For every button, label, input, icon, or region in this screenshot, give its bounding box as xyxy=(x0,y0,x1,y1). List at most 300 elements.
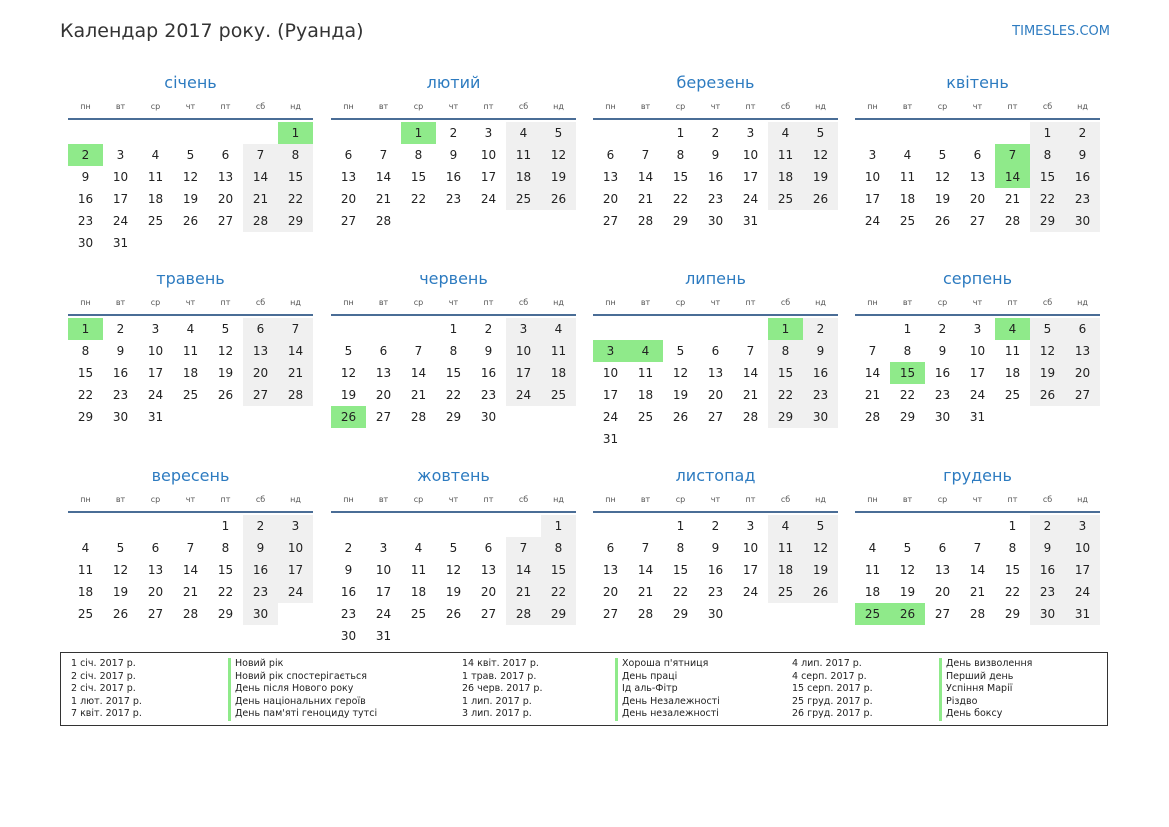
day-grid xyxy=(855,515,1100,625)
weekday-label: вт xyxy=(640,102,651,111)
weekday-header xyxy=(855,100,1100,120)
day-cell: 19 xyxy=(803,559,838,581)
weekday-label: сб xyxy=(1042,298,1053,307)
day-cell: 16 xyxy=(1065,166,1100,188)
day-cell: 9 xyxy=(449,148,458,162)
day-cell: 18 xyxy=(864,585,881,599)
day-cell: 6 xyxy=(606,148,615,162)
day-cell: 5 xyxy=(449,541,458,555)
weekday-label: пн xyxy=(343,495,354,504)
day-cell: 27 xyxy=(707,410,724,424)
day-cell: 6 xyxy=(221,148,230,162)
day-cell: 7 xyxy=(973,541,982,555)
legend-holiday-name: Хороша п'ятниця xyxy=(615,658,720,671)
day-cell: 5 xyxy=(344,344,353,358)
day-cell: 4 xyxy=(414,541,423,555)
day-cell: 1 xyxy=(541,515,576,537)
day-cell: 27 xyxy=(1065,384,1100,406)
day-grid xyxy=(68,318,313,428)
day-cell: 1 xyxy=(903,322,912,336)
day-cell: 30 xyxy=(707,214,724,228)
day-cell: 28 xyxy=(637,214,654,228)
day-cell: 19 xyxy=(541,166,576,188)
day-cell: 6 xyxy=(484,541,493,555)
day-cell: 23 xyxy=(934,388,951,402)
day-cell: 25 xyxy=(506,188,541,210)
legend-holiday-name: Успіння Марії xyxy=(939,683,1032,696)
day-cell: 11 xyxy=(1004,344,1021,358)
day-cell: 3 xyxy=(278,515,313,537)
month-name: грудень xyxy=(943,466,1012,485)
legend-date: 1 трав. 2017 р. xyxy=(462,670,537,682)
day-cell: 22 xyxy=(445,388,462,402)
day-cell: 27 xyxy=(340,214,357,228)
empty-cell xyxy=(593,318,628,340)
legend-holiday-name: День визволення xyxy=(939,658,1032,671)
day-cell: 7 xyxy=(746,344,755,358)
weekday-label: ср xyxy=(150,102,161,111)
weekday-label: вт xyxy=(378,102,389,111)
day-cell: 15 xyxy=(278,166,313,188)
holiday-day: 1 xyxy=(401,122,436,144)
empty-cell xyxy=(855,318,890,340)
day-cell: 12 xyxy=(541,144,576,166)
day-cell: 7 xyxy=(641,541,650,555)
day-cell: 23 xyxy=(1030,581,1065,603)
day-cell: 21 xyxy=(637,192,654,206)
day-cell: 13 xyxy=(934,563,951,577)
day-cell: 6 xyxy=(1065,318,1100,340)
empty-cell xyxy=(401,515,436,537)
empty-cell xyxy=(103,122,138,144)
legend-dates-col xyxy=(462,658,542,721)
day-cell: 7 xyxy=(868,344,877,358)
day-cell: 20 xyxy=(147,585,164,599)
holiday-day: 26 xyxy=(331,406,366,428)
day-cell: 10 xyxy=(1065,537,1100,559)
day-cell: 11 xyxy=(637,366,654,380)
day-cell: 24 xyxy=(278,581,313,603)
day-cell: 10 xyxy=(147,344,164,358)
day-cell: 8 xyxy=(768,340,803,362)
day-cell: 17 xyxy=(278,559,313,581)
weekday-header xyxy=(855,493,1100,513)
day-cell: 18 xyxy=(410,585,427,599)
empty-cell xyxy=(68,122,103,144)
day-cell: 3 xyxy=(506,318,541,340)
empty-cell xyxy=(663,318,698,340)
month-name: квітень xyxy=(946,73,1009,92)
site-link[interactable]: TIMESLES.COM xyxy=(1012,24,1110,39)
day-cell: 6 xyxy=(344,148,353,162)
legend-date: 7 квіт. 2017 р. xyxy=(71,708,142,720)
day-cell: 29 xyxy=(278,210,313,232)
month-name: січень xyxy=(164,73,217,92)
day-cell: 2 xyxy=(1030,515,1065,537)
legend-holiday-name: День пам'яті геноциду тутсі xyxy=(228,708,377,721)
day-cell: 13 xyxy=(602,563,619,577)
day-cell: 4 xyxy=(81,541,90,555)
day-cell: 19 xyxy=(182,192,199,206)
empty-cell xyxy=(628,318,663,340)
month-name: жовтень xyxy=(417,466,490,485)
day-cell: 12 xyxy=(899,563,916,577)
day-cell: 29 xyxy=(541,603,576,625)
day-cell: 11 xyxy=(506,144,541,166)
holiday-day: 26 xyxy=(890,603,925,625)
day-grid xyxy=(68,515,313,625)
day-cell: 18 xyxy=(768,559,803,581)
weekday-label: чт xyxy=(710,102,721,111)
day-cell: 2 xyxy=(449,126,458,140)
weekday-header xyxy=(855,296,1100,316)
day-cell: 9 xyxy=(711,541,720,555)
weekday-label: пн xyxy=(605,102,616,111)
day-cell: 19 xyxy=(112,585,129,599)
day-cell: 22 xyxy=(410,192,427,206)
day-cell: 13 xyxy=(602,170,619,184)
day-cell: 19 xyxy=(672,388,689,402)
day-cell: 4 xyxy=(506,122,541,144)
weekday-label: пт xyxy=(220,495,231,504)
day-cell: 20 xyxy=(217,192,234,206)
day-cell: 17 xyxy=(742,170,759,184)
weekday-label: пн xyxy=(605,495,616,504)
day-cell: 21 xyxy=(742,388,759,402)
day-cell: 4 xyxy=(768,122,803,144)
empty-cell xyxy=(103,515,138,537)
day-cell: 23 xyxy=(803,384,838,406)
weekday-label: пт xyxy=(745,298,756,307)
day-cell: 22 xyxy=(217,585,234,599)
empty-cell xyxy=(628,122,663,144)
day-cell: 9 xyxy=(1065,144,1100,166)
day-cell: 25 xyxy=(77,607,94,621)
weekday-label: чт xyxy=(972,102,983,111)
day-cell: 31 xyxy=(1065,603,1100,625)
day-cell: 23 xyxy=(243,581,278,603)
empty-cell xyxy=(506,515,541,537)
day-cell: 2 xyxy=(484,322,493,336)
day-cell: 1 xyxy=(449,322,458,336)
day-cell: 22 xyxy=(899,388,916,402)
day-grid xyxy=(855,122,1100,232)
day-cell: 5 xyxy=(803,122,838,144)
day-cell: 9 xyxy=(243,537,278,559)
legend-names-col xyxy=(228,658,377,721)
month-7 xyxy=(593,268,838,450)
day-cell: 26 xyxy=(934,214,951,228)
day-cell: 10 xyxy=(969,344,986,358)
day-cell: 1 xyxy=(221,519,230,533)
weekday-label: вт xyxy=(115,102,126,111)
legend-dates-col xyxy=(792,658,873,721)
day-cell: 13 xyxy=(1065,340,1100,362)
weekday-label: нд xyxy=(815,495,826,504)
day-cell: 24 xyxy=(742,585,759,599)
day-cell: 19 xyxy=(340,388,357,402)
day-cell: 16 xyxy=(803,362,838,384)
day-cell: 11 xyxy=(541,340,576,362)
day-cell: 28 xyxy=(1004,214,1021,228)
day-cell: 25 xyxy=(768,188,803,210)
day-cell: 29 xyxy=(1030,210,1065,232)
weekday-label: сб xyxy=(518,102,529,111)
day-cell: 20 xyxy=(480,585,497,599)
day-cell: 17 xyxy=(375,585,392,599)
empty-cell xyxy=(208,122,243,144)
day-cell: 31 xyxy=(147,410,164,424)
day-cell: 1 xyxy=(1008,519,1017,533)
day-cell: 23 xyxy=(480,388,497,402)
weekday-label: чт xyxy=(185,495,196,504)
day-cell: 4 xyxy=(903,148,912,162)
month-12 xyxy=(855,465,1100,625)
legend-date: 1 лип. 2017 р. xyxy=(462,695,532,707)
day-cell: 25 xyxy=(541,384,576,406)
day-cell: 9 xyxy=(81,170,90,184)
day-cell: 3 xyxy=(746,126,755,140)
legend-date: 15 серп. 2017 р. xyxy=(792,683,873,695)
day-cell: 19 xyxy=(217,366,234,380)
day-cell: 6 xyxy=(606,541,615,555)
day-cell: 21 xyxy=(864,388,881,402)
month-5 xyxy=(68,268,313,428)
day-cell: 11 xyxy=(147,170,164,184)
legend-date: 1 січ. 2017 р. xyxy=(71,658,136,669)
empty-cell xyxy=(593,122,628,144)
day-cell: 25 xyxy=(637,410,654,424)
day-cell: 2 xyxy=(711,519,720,533)
day-cell: 5 xyxy=(903,541,912,555)
day-cell: 21 xyxy=(375,192,392,206)
legend-date: 3 лип. 2017 р. xyxy=(462,708,532,720)
weekday-label: нд xyxy=(1077,495,1088,504)
empty-cell xyxy=(960,122,995,144)
day-cell: 10 xyxy=(480,148,497,162)
day-cell: 15 xyxy=(410,170,427,184)
day-cell: 8 xyxy=(1008,541,1017,555)
day-cell: 17 xyxy=(864,192,881,206)
weekday-label: ср xyxy=(937,495,948,504)
day-cell: 23 xyxy=(1065,188,1100,210)
day-cell: 15 xyxy=(77,366,94,380)
weekday-label: нд xyxy=(815,298,826,307)
day-cell: 11 xyxy=(768,144,803,166)
day-cell: 10 xyxy=(278,537,313,559)
day-cell: 28 xyxy=(637,607,654,621)
day-cell: 16 xyxy=(340,585,357,599)
day-cell: 3 xyxy=(379,541,388,555)
day-cell: 7 xyxy=(379,148,388,162)
weekday-label: нд xyxy=(290,102,301,111)
weekday-label: чт xyxy=(448,298,459,307)
day-cell: 17 xyxy=(1065,559,1100,581)
holiday-day: 4 xyxy=(628,340,663,362)
holiday-day: 3 xyxy=(593,340,628,362)
day-cell: 12 xyxy=(803,537,838,559)
weekday-label: ср xyxy=(937,102,948,111)
empty-cell xyxy=(366,515,401,537)
month-name: серпень xyxy=(943,269,1012,288)
day-cell: 14 xyxy=(278,340,313,362)
day-cell: 28 xyxy=(410,410,427,424)
day-cell: 31 xyxy=(602,432,619,446)
month-name: травень xyxy=(156,269,225,288)
day-cell: 21 xyxy=(969,585,986,599)
legend-date: 25 груд. 2017 р. xyxy=(792,695,873,707)
holiday-day: 15 xyxy=(890,362,925,384)
day-cell: 12 xyxy=(112,563,129,577)
day-grid xyxy=(331,122,576,232)
day-cell: 20 xyxy=(243,362,278,384)
day-cell: 10 xyxy=(742,541,759,555)
weekday-header xyxy=(331,296,576,316)
day-cell: 8 xyxy=(414,148,423,162)
day-cell: 7 xyxy=(414,344,423,358)
weekday-label: пн xyxy=(80,298,91,307)
day-cell: 9 xyxy=(803,340,838,362)
day-cell: 19 xyxy=(803,166,838,188)
weekday-label: пт xyxy=(1007,102,1018,111)
day-cell: 21 xyxy=(1004,192,1021,206)
empty-cell xyxy=(733,318,768,340)
day-cell: 24 xyxy=(602,410,619,424)
day-cell: 21 xyxy=(506,581,541,603)
day-cell: 5 xyxy=(186,148,195,162)
day-cell: 8 xyxy=(449,344,458,358)
day-cell: 13 xyxy=(375,366,392,380)
weekday-label: ср xyxy=(675,495,686,504)
weekday-label: пт xyxy=(483,298,494,307)
month-name: липень xyxy=(685,269,746,288)
day-cell: 11 xyxy=(768,537,803,559)
day-cell: 27 xyxy=(602,607,619,621)
day-cell: 18 xyxy=(899,192,916,206)
holiday-day: 1 xyxy=(768,318,803,340)
day-cell: 24 xyxy=(375,607,392,621)
legend-names-col xyxy=(615,658,720,721)
weekday-header xyxy=(593,493,838,513)
day-cell: 30 xyxy=(1030,603,1065,625)
day-cell: 10 xyxy=(112,170,129,184)
day-cell: 26 xyxy=(182,214,199,228)
holiday-day: 25 xyxy=(855,603,890,625)
day-cell: 2 xyxy=(243,515,278,537)
day-cell: 29 xyxy=(445,410,462,424)
day-cell: 24 xyxy=(969,388,986,402)
day-cell: 9 xyxy=(344,563,353,577)
weekday-label: сб xyxy=(518,298,529,307)
empty-cell xyxy=(138,122,173,144)
weekday-label: ср xyxy=(150,298,161,307)
weekday-label: вт xyxy=(378,495,389,504)
day-cell: 28 xyxy=(969,607,986,621)
empty-cell xyxy=(331,318,366,340)
day-cell: 18 xyxy=(182,366,199,380)
day-cell: 8 xyxy=(676,541,685,555)
legend-date: 2 січ. 2017 р. xyxy=(71,670,136,682)
day-cell: 7 xyxy=(278,318,313,340)
empty-cell xyxy=(331,122,366,144)
day-cell: 11 xyxy=(410,563,427,577)
weekday-label: сб xyxy=(1042,495,1053,504)
legend-date: 14 квіт. 2017 р. xyxy=(462,658,539,669)
day-cell: 16 xyxy=(445,170,462,184)
weekday-label: вт xyxy=(902,102,913,111)
day-cell: 17 xyxy=(147,366,164,380)
day-cell: 4 xyxy=(186,322,195,336)
day-cell: 14 xyxy=(243,166,278,188)
day-grid xyxy=(593,318,838,450)
day-cell: 8 xyxy=(1030,144,1065,166)
legend-holiday-name: День після Нового року xyxy=(228,683,377,696)
holiday-legend xyxy=(60,652,1108,726)
day-cell: 12 xyxy=(1030,340,1065,362)
day-cell: 16 xyxy=(77,192,94,206)
day-cell: 5 xyxy=(938,148,947,162)
day-cell: 20 xyxy=(375,388,392,402)
day-cell: 18 xyxy=(506,166,541,188)
weekday-label: чт xyxy=(448,102,459,111)
day-cell: 11 xyxy=(77,563,94,577)
day-cell: 5 xyxy=(221,322,230,336)
day-cell: 15 xyxy=(672,170,689,184)
day-cell: 14 xyxy=(637,563,654,577)
day-cell: 26 xyxy=(803,581,838,603)
day-cell: 13 xyxy=(707,366,724,380)
day-cell: 22 xyxy=(77,388,94,402)
weekday-label: вт xyxy=(902,495,913,504)
day-cell: 30 xyxy=(934,410,951,424)
day-cell: 25 xyxy=(410,607,427,621)
weekday-label: пн xyxy=(80,495,91,504)
day-cell: 25 xyxy=(1004,388,1021,402)
day-cell: 9 xyxy=(938,344,947,358)
weekday-label: пн xyxy=(867,298,878,307)
day-cell: 17 xyxy=(602,388,619,402)
day-cell: 30 xyxy=(480,410,497,424)
day-cell: 14 xyxy=(182,563,199,577)
legend-holiday-name: День боксу xyxy=(939,708,1032,721)
day-cell: 7 xyxy=(243,144,278,166)
day-cell: 28 xyxy=(243,210,278,232)
day-cell: 20 xyxy=(707,388,724,402)
day-cell: 6 xyxy=(379,344,388,358)
day-cell: 8 xyxy=(278,144,313,166)
legend-date: 26 черв. 2017 р. xyxy=(462,683,543,695)
day-cell: 29 xyxy=(672,214,689,228)
day-cell: 22 xyxy=(1030,188,1065,210)
legend-holiday-name: Ід аль-Фітр xyxy=(615,683,720,696)
day-cell: 20 xyxy=(340,192,357,206)
day-cell: 19 xyxy=(445,585,462,599)
day-cell: 17 xyxy=(506,362,541,384)
day-cell: 29 xyxy=(217,607,234,621)
day-cell: 28 xyxy=(742,410,759,424)
day-cell: 3 xyxy=(151,322,160,336)
weekday-label: нд xyxy=(815,102,826,111)
weekday-label: пн xyxy=(343,102,354,111)
day-cell: 29 xyxy=(672,607,689,621)
day-cell: 16 xyxy=(1030,559,1065,581)
legend-holiday-name: День національних героїв xyxy=(228,696,377,709)
day-cell: 12 xyxy=(340,366,357,380)
weekday-label: пт xyxy=(1007,495,1018,504)
empty-cell xyxy=(243,122,278,144)
day-cell: 15 xyxy=(1004,563,1021,577)
empty-cell xyxy=(995,122,1030,144)
